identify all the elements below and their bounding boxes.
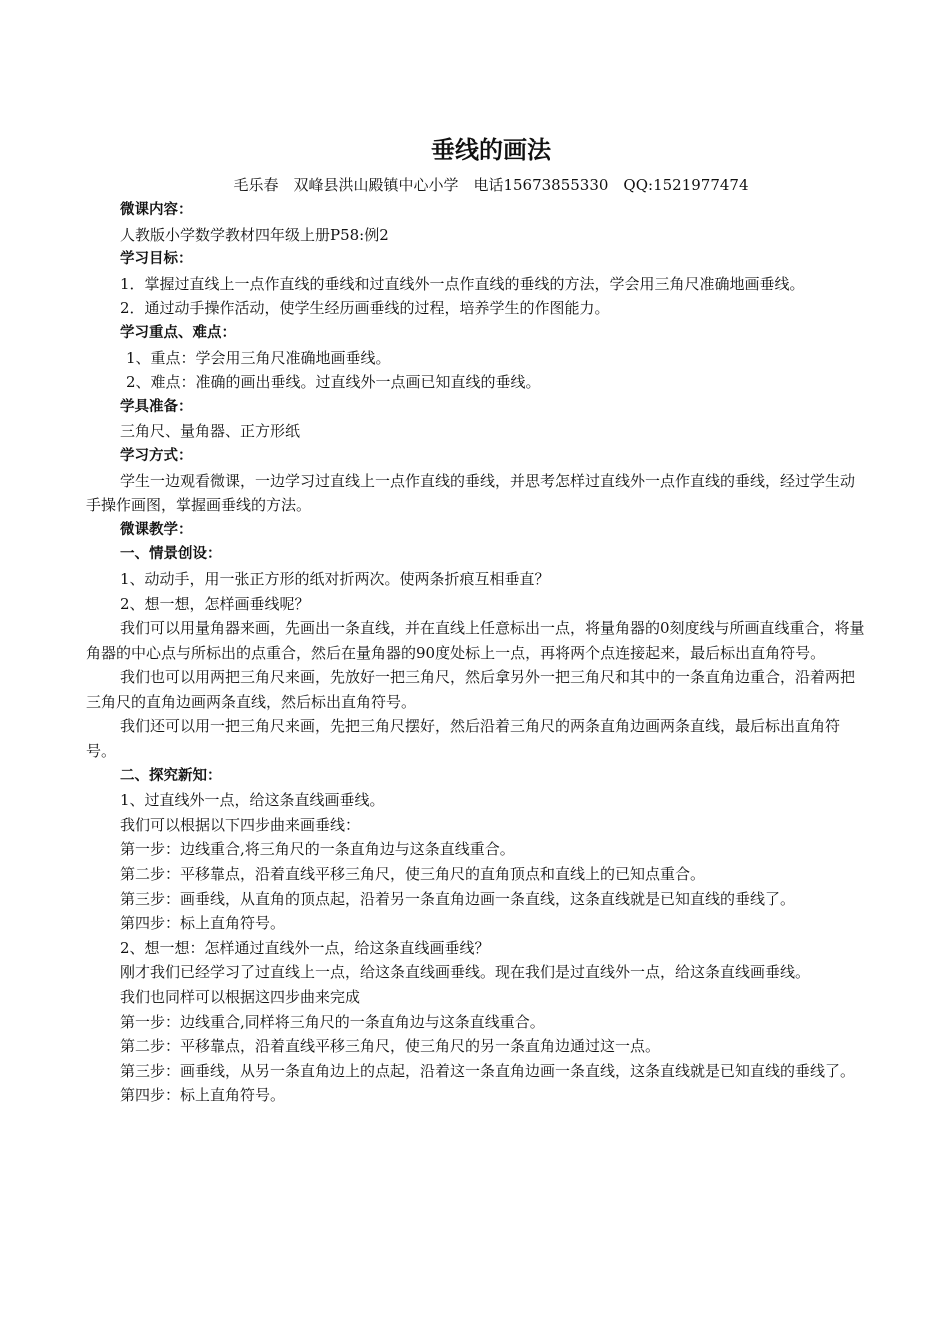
paragraph: 我们还可以用一把三角尺来画，先把三角尺摆好，然后沿着三角尺的两条直角边画两条直线，最后标出直角符号。	[86, 717, 841, 761]
paragraph: 第三步：画垂线，从另一条直角边上的点起，沿着这一条直角边画一条直线，这条直线就是已知直线的垂线了。	[120, 1061, 856, 1080]
paragraph: 人教版小学数学教材四年级上册P58:例2	[120, 225, 389, 244]
paragraph: 第二步：平移靠点，沿着直线平移三角尺，使三角尺的另一条直角边通过这一点。	[120, 1037, 661, 1056]
document-title: 垂线的画法	[431, 136, 551, 164]
section-heading: 学习目标：	[120, 251, 193, 268]
paragraph: 第一步：边线重合,同样将三角尺的一条直角边与这条直线重合。	[120, 1012, 545, 1031]
paragraph: 第四步：标上直角符号。	[120, 914, 286, 933]
paragraph: 1、重点：学会用三角尺准确地画垂线。	[126, 348, 391, 367]
paragraph: 我们也可以用两把三角尺来画，先放好一把三角尺，然后拿另外一把三角尺和其中的一条直角边重合，沿着两把三角尺的直角边画两条直线，然后标出直角符号。	[86, 668, 856, 711]
paragraph: 第二步：平移靠点，沿着直线平移三角尺，使三角尺的直角顶点和直线上的已知点重合。	[120, 865, 706, 884]
paragraph: 1．掌握过直线上一点作直线的垂线和过直线外一点作直线的垂线的方法，学会用三角尺准确地画垂线。	[120, 274, 805, 293]
section-heading: 学习方式：	[120, 447, 193, 464]
paragraph: 我们也同样可以根据这四步曲来完成	[120, 988, 361, 1006]
paragraph: 第四步：标上直角符号。	[120, 1086, 286, 1105]
paragraph: 第三步：画垂线，从直角的顶点起，沿着另一条直角边画一条直线，这条直线就是已知直线的垂线了。	[120, 889, 796, 908]
paragraph: 刚才我们已经学习了过直线上一点，给这条直线画垂线。现在我们是过直线外一点，给这条直线画垂线。	[120, 963, 811, 982]
document-page	[86, 128, 868, 1108]
paragraph: 2．通过动手操作活动，使学生经历画垂线的过程，培养学生的作图能力。	[120, 299, 610, 318]
section-heading: 二、探究新知：	[120, 767, 222, 784]
paragraph: 三角尺、量角器、正方形纸	[120, 422, 301, 441]
section-heading: 学具准备：	[120, 398, 193, 415]
paragraph: 2、想一想：怎样通过直线外一点，给这条直线画垂线？	[120, 938, 490, 957]
paragraph: 1、过直线外一点，给这条直线画垂线。	[120, 791, 385, 810]
paragraph: 2、难点：准确的画出垂线。过直线外一点画已知直线的垂线。	[126, 373, 541, 392]
paragraph: 第一步：边线重合,将三角尺的一条直角边与这条直线重合。	[120, 840, 515, 859]
section-heading: 学习重点、难点：	[120, 324, 236, 341]
document-body	[86, 198, 868, 1108]
paragraph: 学生一边观看微课，一边学习过直线上一点作直线的垂线，并思考怎样过直线外一点作直线的垂线，经过学生动手操作画图，掌握画垂线的方法。	[86, 471, 856, 515]
paragraph: 我们可以根据以下四步曲来画垂线：	[120, 815, 361, 834]
paragraph: 2、想一想，怎样画垂线呢？	[120, 594, 310, 613]
paragraph: 1、动动手，用一张正方形的纸对折两次。使两条折痕互相垂直？	[120, 569, 550, 588]
paragraph: 我们可以用量角器来画，先画出一条直线，并在直线上任意标出一点，将量角器的0刻度线与所画直线重合，将量角器的中心点与所标出的点重合，然后在量角器的90度处标上一点，再将两个点连接起来，最后标出直角符号。	[86, 619, 865, 662]
section-heading: 一、情景创设：	[120, 546, 222, 563]
section-heading: 微课内容：	[120, 202, 193, 218]
section-heading: 微课教学：	[120, 521, 193, 538]
author-line: 毛乐春 双峰县洪山殿镇中心小学 电话15673855330 QQ:1521977474	[233, 176, 749, 194]
